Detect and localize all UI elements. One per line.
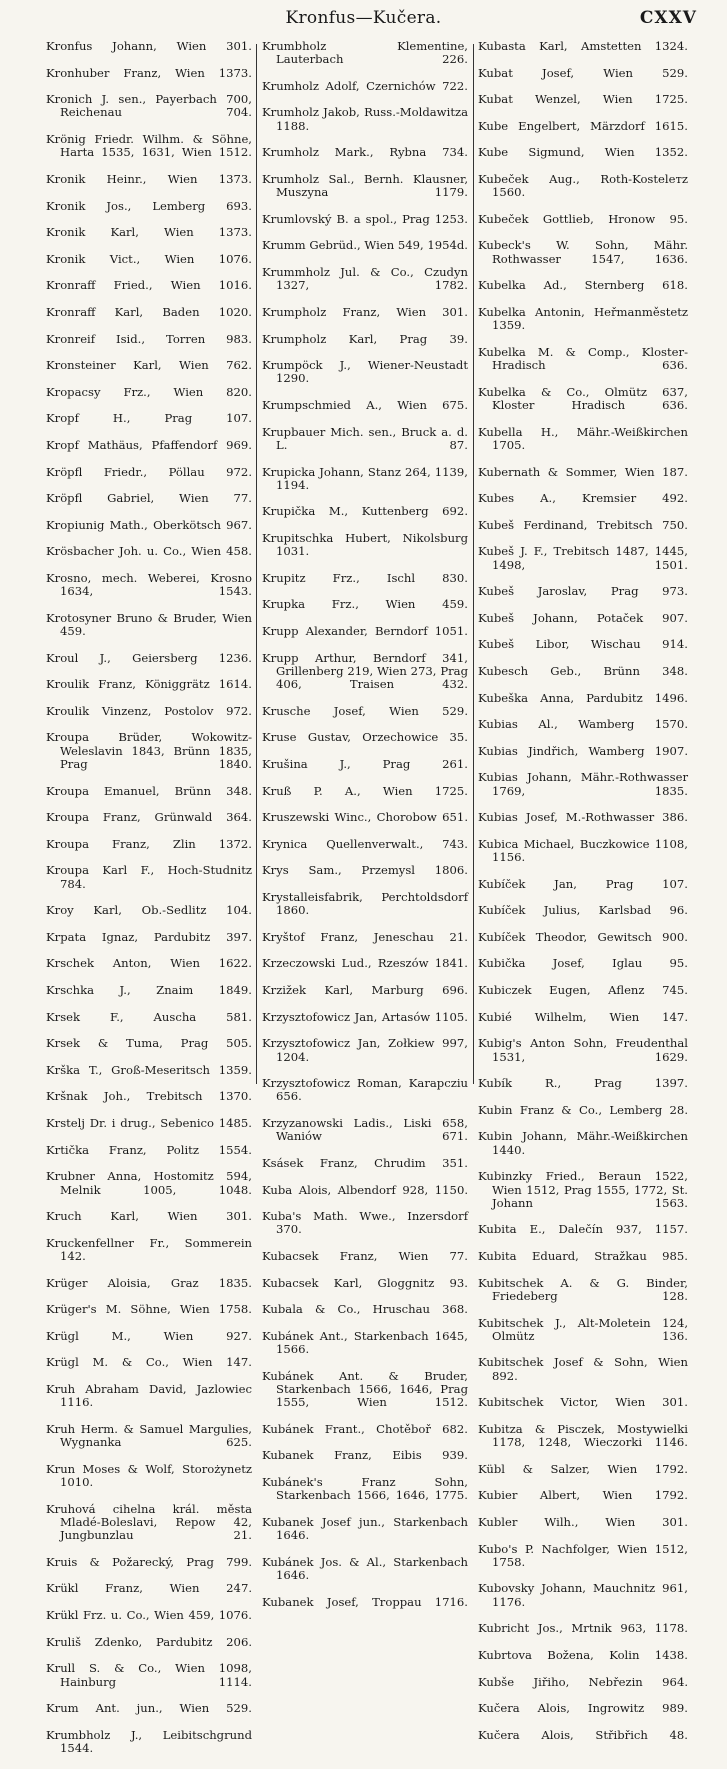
directory-entry: Kubat Josef, Wien 529. <box>478 65 688 80</box>
directory-entry: Kropf Mathäus, Pfaffendorf 969. <box>46 437 252 452</box>
directory-entry: Kršnak Joh., Trebitsch 1370. <box>46 1089 252 1104</box>
directory-entry: Kronik Karl, Wien 1373. <box>46 225 252 240</box>
directory-entry: Kruhová cihelna král. města Mladé-Boleslavi, Repow 42, Jungbunzlau 21. <box>46 1501 252 1543</box>
directory-entry: Kroul J., Geiersberg 1236. <box>46 650 252 665</box>
directory-entry: Kubiczek Eugen, Aflenz 745. <box>478 983 688 998</box>
directory-entry: Kubeš Johann, Potaček 907. <box>478 610 688 625</box>
directory-entry: Kubernath & Sommer, Wien 187. <box>478 464 688 479</box>
directory-entry: Kubitschek A. & G. Binder, Friedeberg 128. <box>478 1275 688 1303</box>
directory-entry: Krupp Alexander, Berndorf 1051. <box>262 624 468 639</box>
directory-entry: Kubias Jindřich, Wamberg 1907. <box>478 743 688 758</box>
directory-entry: Kubin Franz & Co., Lemberg 28. <box>478 1102 688 1117</box>
directory-entry: Kronraff Karl, Baden 1020. <box>46 304 252 319</box>
directory-entry: Krsek & Tuma, Prag 505. <box>46 1036 252 1051</box>
directory-entry: Krun Moses & Wolf, Storożynetz 1010. <box>46 1461 252 1490</box>
directory-entry: Kubeck's W. Sohn, Mähr. Rothwasser 1547, 1636. <box>478 238 688 266</box>
directory-entry: Krpata Ignaz, Pardubitz 397. <box>46 929 252 944</box>
directory-entry: Kubella H., Mähr.-Weißkirchen 1705. <box>478 424 688 452</box>
directory-entry: Kubeček Gottlieb, Hronow 95. <box>478 211 688 226</box>
directory-entry: Kroy Karl, Ob.-Sedlitz 104. <box>46 903 252 918</box>
directory-entry: Kronreif Isid., Torren 983. <box>46 331 252 346</box>
directory-entry: Kropiunig Math., Oberkötsch 967. <box>46 517 252 532</box>
directory-entry: Kubíček Julius, Karlsbad 96. <box>478 903 688 918</box>
directory-entry: Krükl Franz, Wien 247. <box>46 1581 252 1596</box>
directory-entry: Kruckenfellner Fr., Sommerein 142. <box>46 1235 252 1264</box>
directory-entry: Krügl M., Wien 927. <box>46 1328 252 1343</box>
directory-entry: Kruszewski Winc., Chorobow 651. <box>262 810 468 825</box>
directory-entry: Kubler Wilh., Wien 301. <box>478 1514 688 1529</box>
directory-entry: Krönig Friedr. Wilhm. & Söhne, Harta 1535, 1631, Wien 1512. <box>46 132 252 160</box>
directory-entry: Krzižek Karl, Marburg 696. <box>262 983 468 998</box>
directory-entry: Krzeczowski Lud., Rzeszów 1841. <box>262 956 468 971</box>
directory-entry: Krüger's M. Söhne, Wien 1758. <box>46 1302 252 1317</box>
directory-entry: Krzysztofowicz Roman, Karapcziu 656. <box>262 1076 468 1104</box>
column-3 <box>478 40 688 1755</box>
directory-entry: Kronik Jos., Lemberg 693. <box>46 198 252 213</box>
directory-entry: Krosno, mech. Weberei, Krosno 1634, 1543. <box>46 570 252 599</box>
directory-entry: Kubin Johann, Mähr.-Weißkirchen 1440. <box>478 1129 688 1157</box>
directory-entry: Kubovsky Johann, Mauchnitz 961, 1176. <box>478 1581 688 1609</box>
directory-entry: Kubesch Geb., Brünn 348. <box>478 663 688 678</box>
directory-entry: Kubeš Libor, Wischau 914. <box>478 637 688 652</box>
directory-entry: Krška T., Groß-Meseritsch 1359. <box>46 1062 252 1077</box>
directory-entry: Kubacsek Franz, Wien 77. <box>262 1249 468 1264</box>
directory-entry: Kruh Abraham David, Jazlowiec 1116. <box>46 1381 252 1410</box>
directory-entry: Kubeš Jaroslav, Prag 973. <box>478 584 688 599</box>
directory-entry: Krumholz Sal., Bernh. Klausner, Muszyna 1179. <box>262 171 468 200</box>
directory-entry: Kubricht Jos., Mrtnik 963, 1178. <box>478 1621 688 1636</box>
directory-entry: Kubelka Antonin, Heřmanměstetz 1359. <box>478 304 688 333</box>
directory-entry: Kubat Wenzel, Wien 1725. <box>478 92 688 107</box>
directory-entry: Kubasta Karl, Amstetten 1324. <box>478 39 688 53</box>
directory-entry: Kubánek Frant., Chotěboř 682. <box>262 1421 468 1436</box>
directory-entry: Kubacsek Karl, Gloggnitz 93. <box>262 1275 468 1290</box>
directory-entry: Krumpschmied A., Wien 675. <box>262 398 468 413</box>
directory-entry: Krys Sam., Przemysl 1806. <box>262 863 468 878</box>
directory-entry: Krumpholz Franz, Wien 301. <box>262 304 468 319</box>
directory-entry: Kubier Albert, Wien 1792. <box>478 1488 688 1503</box>
directory-columns <box>46 39 696 1755</box>
directory-entry: Ksásek Franz, Chrudim 351. <box>262 1155 468 1170</box>
directory-entry: Krupbauer Mich. sen., Bruck a. d. L. 87. <box>262 424 468 452</box>
directory-entry: Kube Sigmund, Wien 1352. <box>478 145 688 160</box>
directory-entry: Kubánek Ant. & Bruder, Starkenbach 1566, 1646, Prag 1555, Wien 1512. <box>262 1368 468 1410</box>
column-divider <box>256 44 257 1084</box>
directory-entry: Kubes A., Kremsier 492. <box>478 491 688 506</box>
directory-entry: Kubíček Jan, Prag 107. <box>478 876 688 891</box>
directory-entry: Kubitza & Pisczek, Mostywielki 1178, 1248, Wieczorki 1146. <box>478 1421 688 1450</box>
directory-entry: Kubala & Co., Hruschau 368. <box>262 1302 468 1317</box>
directory-entry: Kubánek Ant., Starkenbach 1645, 1566. <box>262 1328 468 1357</box>
directory-entry: Kruß P. A., Wien 1725. <box>262 783 468 798</box>
directory-entry: Kruh Herm. & Samuel Margulies, Wygnanka 625. <box>46 1421 252 1450</box>
directory-entry: Krummholz Jul. & Co., Czudyn 1327, 1782. <box>262 265 468 293</box>
directory-entry: Kropf H., Prag 107. <box>46 411 252 426</box>
directory-entry: Krumholz Mark., Rybna 734. <box>262 145 468 160</box>
directory-entry: Krotosyner Bruno & Bruder, Wien 459. <box>46 610 252 639</box>
directory-entry: Krusche Josef, Wien 529. <box>262 703 468 718</box>
directory-entry: Krupitz Frz., Ischl 830. <box>262 570 468 585</box>
column-1 <box>46 40 252 1769</box>
directory-entry: Kubík R., Prag 1397. <box>478 1076 688 1091</box>
directory-entry: Kroupa Franz, Zlin 1372. <box>46 836 252 851</box>
directory-entry: Kronik Vict., Wien 1076. <box>46 251 252 266</box>
directory-entry: Kučera Alois, Střibřich 48. <box>478 1727 688 1742</box>
directory-entry: Kuba's Math. Wwe., Inzersdorf 370. <box>262 1209 468 1237</box>
directory-entry: Kropacsy Frz., Wien 820. <box>46 384 252 399</box>
directory-entry: Krükl Frz. u. Co., Wien 459, 1076. <box>46 1608 252 1623</box>
directory-entry: Kronraff Fried., Wien 1016. <box>46 278 252 293</box>
directory-entry: Kronich J. sen., Payerbach 700, Reichenau 704. <box>46 92 252 120</box>
directory-entry: Krumholz Adolf, Czernichów 722. <box>262 78 468 93</box>
directory-entry: Kroupa Karl F., Hoch-Studnitz 784. <box>46 863 252 891</box>
directory-entry: Kubias Al., Wamberg 1570. <box>478 717 688 732</box>
directory-entry: Kroupa Franz, Grünwald 364. <box>46 810 252 825</box>
directory-entry: Krupp Arthur, Berndorf 341, Grillenberg 219, Wien 273, Prag 406, Traisen 432. <box>262 650 468 692</box>
directory-entry: Krum Ant. jun., Wien 529. <box>46 1701 252 1716</box>
directory-entry: Kubše Jiřiho, Nebřezin 964. <box>478 1674 688 1689</box>
directory-entry: Kubička Josef, Iglau 95. <box>478 956 688 971</box>
directory-entry: Kubeš Ferdinand, Trebitsch 750. <box>478 517 688 532</box>
directory-entry: Krumbholz Klementine, Lauterbach 226. <box>262 39 468 67</box>
directory-entry: Krumm Gebrüd., Wien 549, 1954d. <box>262 238 468 253</box>
directory-entry: Krschek Anton, Wien 1622. <box>46 956 252 971</box>
directory-entry: Krumholz Jakob, Russ.-Moldawitza 1188. <box>262 105 468 133</box>
directory-entry: Kubanek Josef, Troppau 1716. <box>262 1594 468 1609</box>
directory-entry: Krystalleisfabrik, Perchtoldsdorf 1860. <box>262 890 468 918</box>
directory-entry: Kroulik Franz, Königgrätz 1614. <box>46 677 252 692</box>
directory-entry: Kubánek's Franz Sohn, Starkenbach 1566, 1646, 1775. <box>262 1475 468 1503</box>
directory-entry: Krupitschka Hubert, Nikolsburg 1031. <box>262 530 468 559</box>
directory-entry: Kubelka Ad., Sternberg 618. <box>478 278 688 293</box>
directory-entry: Kubias Josef, M.-Rothwasser 386. <box>478 810 688 825</box>
directory-entry: Krzysztofowicz Jan, Artasów 1105. <box>262 1009 468 1024</box>
running-title: Kronfus—Kučera. <box>285 8 442 28</box>
directory-entry: Krupka Frz., Wien 459. <box>262 597 468 612</box>
directory-entry: Krzyzanowski Ladis., Liski 658, Waniów 671. <box>262 1116 468 1144</box>
directory-entry: Krtička Franz, Politz 1554. <box>46 1142 252 1157</box>
directory-entry: Kubig's Anton Sohn, Freudenthal 1531, 1629. <box>478 1036 688 1064</box>
directory-entry: Kruliš Zdenko, Pardubitz 206. <box>46 1634 252 1649</box>
directory-entry: Krzysztofowicz Jan, Zołkiew 997, 1204. <box>262 1036 468 1064</box>
directory-entry: Kubíček Theodor, Gewitsch 900. <box>478 929 688 944</box>
directory-entry: Kubitschek Victor, Wien 301. <box>478 1395 688 1410</box>
page-number: CXXV <box>639 8 697 28</box>
directory-entry: Kruis & Požarecký, Prag 799. <box>46 1554 252 1569</box>
directory-entry: Kubo's P. Nachfolger, Wien 1512, 1758. <box>478 1541 688 1569</box>
directory-entry: Kröpfl Gabriel, Wien 77. <box>46 491 252 506</box>
directory-entry: Kubeček Aug., Roth-Kostelетz 1560. <box>478 171 688 200</box>
directory-entry: Kronik Heinr., Wien 1373. <box>46 171 252 186</box>
directory-entry: Krumpöck J., Wiener-Neustadt 1290. <box>262 358 468 386</box>
directory-entry: Kübl & Salzer, Wien 1792. <box>478 1461 688 1476</box>
directory-entry: Kubita Eduard, Stražkau 985. <box>478 1249 688 1264</box>
directory-entry: Krumbholz J., Leibitschgrund 1544. <box>46 1727 252 1755</box>
directory-entry: Krüger Aloisia, Graz 1835. <box>46 1275 252 1290</box>
directory-entry: Kubánek Jos. & Al., Starkenbach 1646. <box>262 1554 468 1583</box>
directory-entry: Kubias Johann, Mähr.-Rothwasser 1769, 1835. <box>478 770 688 798</box>
directory-entry: Krügl M. & Co., Wien 147. <box>46 1355 252 1370</box>
column-divider <box>473 44 474 1084</box>
directory-entry: Kubelka & Co., Olmütz 637, Kloster Hradisch 636. <box>478 384 688 413</box>
directory-entry: Krull S. & Co., Wien 1098, Hainburg 1114. <box>46 1661 252 1689</box>
directory-entry: Krumpholz Karl, Prag 39. <box>262 331 468 346</box>
directory-entry: Krumlovský B. a spol., Prag 1253. <box>262 211 468 226</box>
directory-entry: Kruse Gustav, Orzechowice 35. <box>262 730 468 745</box>
directory-entry: Kubrtova Božena, Kolin 1438. <box>478 1647 688 1662</box>
directory-entry: Kruch Karl, Wien 301. <box>46 1209 252 1224</box>
directory-entry: Kubanek Franz, Eibis 939. <box>262 1448 468 1463</box>
directory-entry: Krschka J., Znaim 1849. <box>46 983 252 998</box>
page-header <box>0 6 727 32</box>
directory-entry: Krušina J., Prag 261. <box>262 757 468 772</box>
directory-entry: Kube Engelbert, Märzdorf 1615. <box>478 118 688 133</box>
directory-entry: Kubié Wilhelm, Wien 147. <box>478 1009 688 1024</box>
directory-entry: Kubica Michael, Buczkowice 1108, 1156. <box>478 836 688 865</box>
directory-entry: Krubner Anna, Hostomitz 594, Melnik 1005, 1048. <box>46 1169 252 1197</box>
directory-entry: Krstelj Dr. i drug., Sebenico 1485. <box>46 1116 252 1131</box>
directory-entry: Kroupa Brüder, Wokowitz-Weleslavin 1843, Brünn 1835, Prag 1840. <box>46 730 252 772</box>
directory-entry: Kryštof Franz, Jeneschau 21. <box>262 929 468 944</box>
directory-entry: Kronhuber Franz, Wien 1373. <box>46 65 252 80</box>
directory-entry: Kubita E., Dalečín 937, 1157. <box>478 1222 688 1237</box>
directory-entry: Kubitschek Josef & Sohn, Wien 892. <box>478 1355 688 1383</box>
column-2 <box>262 40 468 1622</box>
directory-entry: Kroupa Emanuel, Brünn 348. <box>46 783 252 798</box>
directory-entry: Kubeš J. F., Trebitsch 1487, 1445, 1498, 1501. <box>478 544 688 572</box>
directory-entry: Kubanek Josef jun., Starkenbach 1646. <box>262 1514 468 1543</box>
directory-entry: Kubinzky Fried., Beraun 1522, Wien 1512, Prag 1555, 1772, St. Johann 1563. <box>478 1169 688 1210</box>
directory-entry: Kröpfl Friedr., Pöllau 972. <box>46 464 252 479</box>
directory-entry: Kučera Alois, Ingrowitz 989. <box>478 1701 688 1716</box>
directory-entry: Kubeška Anna, Pardubitz 1496. <box>478 690 688 705</box>
directory-entry: Kroulik Vinzenz, Postolov 972. <box>46 703 252 718</box>
directory-entry: Kuba Alois, Albendorf 928, 1150. <box>262 1182 468 1197</box>
directory-entry: Kubelka M. & Comp., Kloster-Hradisch 636. <box>478 344 688 373</box>
directory-entry: Krupicka Johann, Stanz 264, 1139, 1194. <box>262 464 468 492</box>
directory-entry: Krupička M., Kuttenberg 692. <box>262 504 468 519</box>
directory-entry: Krsek F., Auscha 581. <box>46 1009 252 1024</box>
directory-entry: Kronfus Johann, Wien 301. <box>46 39 252 53</box>
directory-entry: Krösbacher Joh. u. Co., Wien 458. <box>46 544 252 559</box>
directory-entry: Krynica Quellenverwalt., 743. <box>262 836 468 851</box>
directory-entry: Kubitschek J., Alt-Moletein 124, Olmütz 136. <box>478 1315 688 1343</box>
directory-entry: Kronsteiner Karl, Wien 762. <box>46 358 252 373</box>
